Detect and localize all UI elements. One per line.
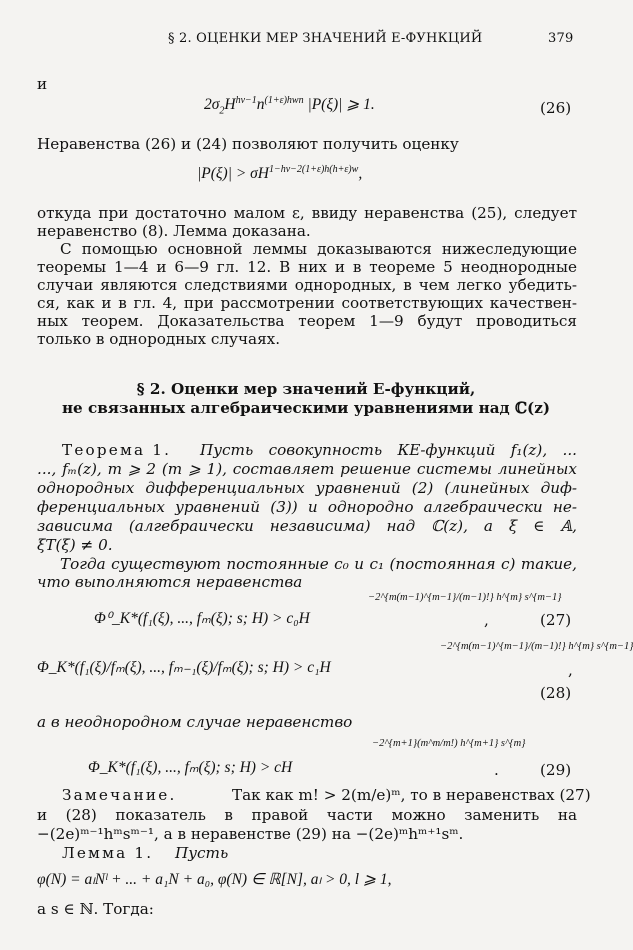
lemma-formula: φ(N) = aₗNˡ + ... + a₁N + a₀, φ(N) ∈ ℝ[N], aₗ > 0, l ⩾ 1, [37,871,392,888]
theorem-line: зависима (алгебраически независима) над ℂ(z), а ξ ∈ 𝔸, [37,517,577,535]
theorem-line: Тогда существуют постоянные c₀ и c₁ (постоянная c) такие, [60,555,577,573]
lemma-label: Лемма 1. [62,844,154,862]
remark-label: Замечание. [62,786,177,804]
lemma-lead: Пусть [175,844,229,862]
period: . [494,761,499,779]
remark-line: Так как m! > 2(m/e)ᵐ, то в неравенствах (27) [232,786,591,804]
page-number: 379 [548,31,574,46]
equation-27-exponent: −2^{m(m−1)^{m−1}/(m−1)!} h^{m} s^{m−1} [368,592,562,603]
paragraph-line: ся, как и в гл. 4, при рассмотрении соответствующих качествен- [37,294,577,312]
equation-28-number: (28) [540,684,572,702]
paragraph-line: только в однородных случаях. [37,330,281,348]
equation-29-number: (29) [540,761,572,779]
equation-27-number: (27) [540,611,572,629]
equation-estimate: $|P(\xi)| > \sigma H^{1-h\nu-2(1+\varepsilon)h(h+\varepsilon)w}$, [197,164,363,183]
theorem-line: однородных дифференциальных уравнений (2) (линейных диф- [37,479,577,497]
theorem-line: ференциальных уравнений (3)) и однородно алгебраически не- [37,498,577,516]
section-title: § 2. Оценки мер значений Е-функций, [136,380,476,398]
paragraph-line: теоремы 1—4 и 6—9 гл. 12. В них и в теореме 5 неоднородные [37,258,577,276]
equation-28: Φ_K*(f₁(ξ)/fₘ(ξ), ..., fₘ₋₁(ξ)/fₘ(ξ); s; H) > c₁H [37,659,331,676]
equation-27: Φ⁰_K*(f₁(ξ), ..., fₘ(ξ); s; H) > c₀H [94,610,310,627]
conjunction: и [37,75,48,93]
equation-29: Φ_K*(f₁(ξ), ..., fₘ(ξ); s; H) > cH [88,759,293,776]
paragraph-line: ных теорем. Доказательства теорем 1—9 будут проводиться [37,312,577,330]
comma: , [484,611,489,629]
theorem-label: Теорема 1. [62,441,172,459]
text-line: неравенство (8). Лемма доказана. [37,222,311,240]
equation-26: $2\sigma_2H^{h\nu-1}n^{(1+\varepsilon)hwn}$ |P(ξ)| ⩾ 1. [204,95,375,117]
theorem-line: ξT(ξ) ≠ 0. [37,536,113,554]
text-line: Неравенства (26) и (24) позволяют получить оценку [37,135,459,153]
lemma-last-line: a s ∈ ℕ. Тогда: [37,900,154,918]
equation-29-exponent: −2^{m+1}(m^m/m!) h^{m+1} s^{m} [372,738,526,749]
remark-line: и (28) показатель в правой части можно заменить на [37,806,577,824]
section-title: не связанных алгебраическими уравнениями над ℂ(z) [61,399,551,417]
running-title: § 2. ОЦЕНКИ МЕР ЗНАЧЕНИЙ Е-ФУНКЦИЙ [168,31,483,46]
equation-28-exponent: −2^{m(m−1)^{m−1}/(m−1)!} h^{m} s^{m−1} [440,641,633,652]
inhomogeneous-line: а в неоднородном случае неравенство [37,713,353,731]
comma: , [568,661,573,679]
theorem-line: Пусть совокупность КЕ-функций f₁(z), ... [200,441,577,459]
text-line: откуда при достаточно малом ε, ввиду неравенства (25), следует [37,204,577,222]
equation-26-number: (26) [540,99,572,117]
remark-line: −(2e)ᵐ⁻¹hᵐsᵐ⁻¹, а в неравенстве (29) на −(2e)ᵐhᵐ⁺¹sᵐ. [37,825,464,843]
paragraph-line: С помощью основной леммы доказываются нижеследующие [60,240,577,258]
paragraph-line: случаи являются следствиями однородных, в чем легко убедить- [37,276,577,294]
theorem-line: ..., fₘ(z), m ⩾ 2 (m ⩾ 1), составляет решение системы линейных [37,460,577,478]
theorem-line: что выполняются неравенства [37,573,303,591]
